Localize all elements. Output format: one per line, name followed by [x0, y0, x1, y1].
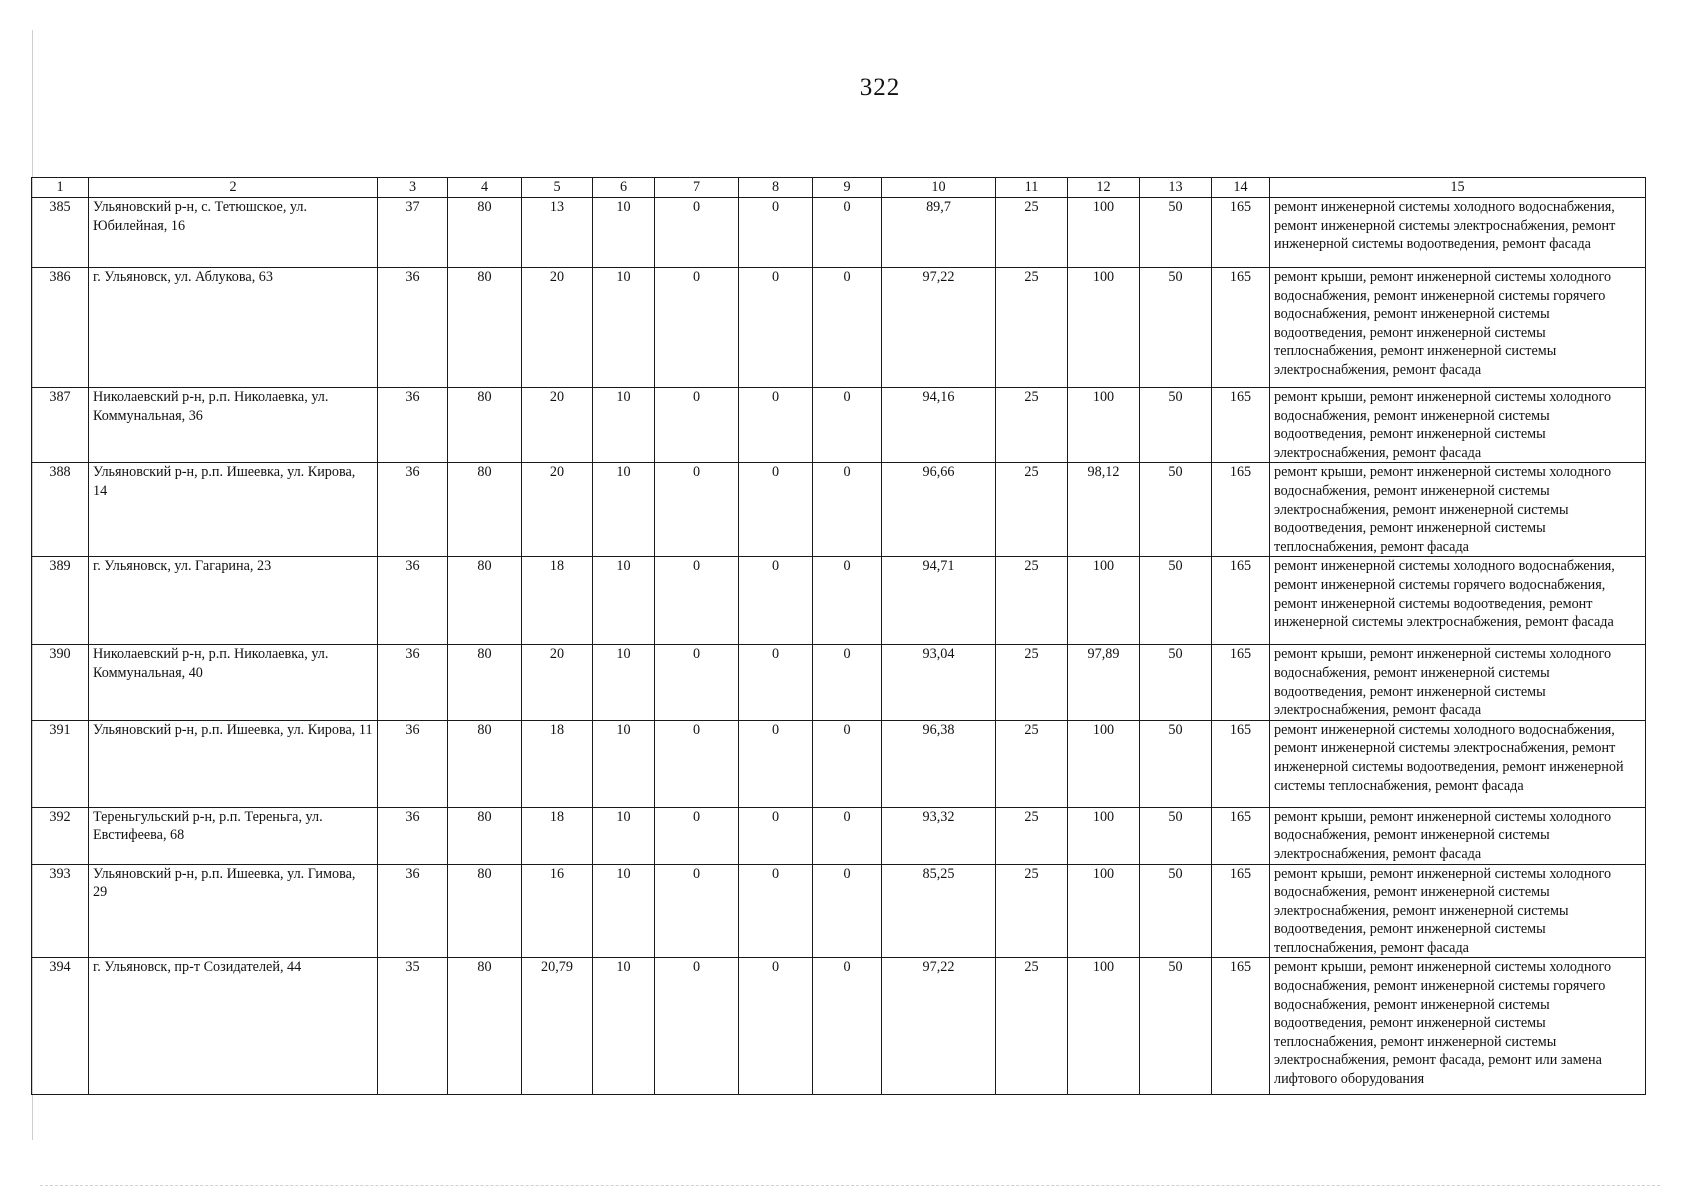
table-row [32, 198, 1646, 268]
cell-col-8: 0 [739, 720, 813, 807]
repair-works-cell: ремонт крыши, ремонт инженерной системы холодного водоснабжения, ремонт инженерной системы электроснабжения, ремонт инженерной системы водоотведения, ремонт инженерной системы теплоснабжения, ремонт фасада [1270, 463, 1646, 557]
cell-col-13: 50 [1140, 720, 1212, 807]
row-number-cell: 386 [32, 268, 89, 388]
cell-col-13: 50 [1140, 198, 1212, 268]
cell-col-11: 25 [996, 720, 1068, 807]
row-number-cell: 385 [32, 198, 89, 268]
cell-col-13: 50 [1140, 958, 1212, 1095]
column-header-15: 15 [1270, 178, 1646, 198]
cell-col-12: 100 [1068, 198, 1140, 268]
cell-col-10: 93,04 [882, 645, 996, 720]
cell-col-13: 50 [1140, 807, 1212, 864]
cell-col-9: 0 [813, 268, 882, 388]
address-cell: Ульяновский р-н, р.п. Ишеевка, ул. Кирова, 11 [89, 720, 378, 807]
repair-works-cell: ремонт крыши, ремонт инженерной системы холодного водоснабжения, ремонт инженерной системы электроснабжения, ремонт инженерной системы водоотведения, ремонт инженерной системы теплоснабжения, ремонт фасада [1270, 864, 1646, 958]
cell-col-13: 50 [1140, 557, 1212, 645]
cell-col-12: 100 [1068, 557, 1140, 645]
header-row [32, 178, 1646, 198]
cell-col-10: 96,38 [882, 720, 996, 807]
repair-works-cell: ремонт крыши, ремонт инженерной системы холодного водоснабжения, ремонт инженерной системы водоотведения, ремонт инженерной системы электроснабжения, ремонт фасада [1270, 388, 1646, 463]
cell-col-10: 96,66 [882, 463, 996, 557]
column-header-12: 12 [1068, 178, 1140, 198]
cell-col-4: 80 [448, 388, 522, 463]
cell-col-14: 165 [1212, 388, 1270, 463]
column-header-11: 11 [996, 178, 1068, 198]
repair-works-cell: ремонт инженерной системы холодного водоснабжения, ремонт инженерной системы электроснабжения, ремонт инженерной системы водоотведения, ремонт фасада [1270, 198, 1646, 268]
cell-col-11: 25 [996, 198, 1068, 268]
table-row [32, 864, 1646, 958]
row-number-cell: 387 [32, 388, 89, 463]
address-cell: Николаевский р-н, р.п. Николаевка, ул. Коммунальная, 36 [89, 388, 378, 463]
row-number-cell: 393 [32, 864, 89, 958]
cell-col-14: 165 [1212, 864, 1270, 958]
repair-works-cell: ремонт инженерной системы холодного водоснабжения, ремонт инженерной системы электроснабжения, ремонт инженерной системы водоотведения, ремонт инженерной системы теплоснабжения, ремонт фасада [1270, 720, 1646, 807]
cell-col-6: 10 [593, 720, 655, 807]
address-cell: Николаевский р-н, р.п. Николаевка, ул. Коммунальная, 40 [89, 645, 378, 720]
cell-col-3: 37 [378, 198, 448, 268]
cell-col-13: 50 [1140, 463, 1212, 557]
cell-col-12: 98,12 [1068, 463, 1140, 557]
cell-col-9: 0 [813, 864, 882, 958]
row-number-cell: 394 [32, 958, 89, 1095]
cell-col-12: 97,89 [1068, 645, 1140, 720]
cell-col-11: 25 [996, 864, 1068, 958]
cell-col-7: 0 [655, 198, 739, 268]
cell-col-9: 0 [813, 958, 882, 1095]
cell-col-5: 13 [522, 198, 593, 268]
cell-col-4: 80 [448, 645, 522, 720]
cell-col-7: 0 [655, 388, 739, 463]
cell-col-7: 0 [655, 864, 739, 958]
cell-col-3: 36 [378, 388, 448, 463]
cell-col-8: 0 [739, 388, 813, 463]
cell-col-6: 10 [593, 268, 655, 388]
row-number-cell: 390 [32, 645, 89, 720]
column-header-5: 5 [522, 178, 593, 198]
cell-col-6: 10 [593, 645, 655, 720]
repair-works-cell: ремонт крыши, ремонт инженерной системы холодного водоснабжения, ремонт инженерной системы водоотведения, ремонт инженерной системы электроснабжения, ремонт фасада [1270, 645, 1646, 720]
scan-bottom-noise [40, 1185, 1660, 1187]
column-header-4: 4 [448, 178, 522, 198]
cell-col-11: 25 [996, 807, 1068, 864]
cell-col-14: 165 [1212, 198, 1270, 268]
cell-col-6: 10 [593, 958, 655, 1095]
column-header-8: 8 [739, 178, 813, 198]
table-row [32, 268, 1646, 388]
cell-col-13: 50 [1140, 388, 1212, 463]
cell-col-3: 36 [378, 268, 448, 388]
cell-col-14: 165 [1212, 463, 1270, 557]
cell-col-5: 20 [522, 388, 593, 463]
cell-col-5: 20 [522, 268, 593, 388]
cell-col-13: 50 [1140, 645, 1212, 720]
cell-col-10: 93,32 [882, 807, 996, 864]
cell-col-5: 20 [522, 645, 593, 720]
column-header-7: 7 [655, 178, 739, 198]
address-cell: г. Ульяновск, ул. Аблукова, 63 [89, 268, 378, 388]
cell-col-3: 36 [378, 864, 448, 958]
cell-col-7: 0 [655, 958, 739, 1095]
cell-col-9: 0 [813, 557, 882, 645]
cell-col-7: 0 [655, 807, 739, 864]
page-number: 322 [859, 74, 901, 101]
cell-col-4: 80 [448, 557, 522, 645]
cell-col-8: 0 [739, 807, 813, 864]
cell-col-3: 36 [378, 645, 448, 720]
repair-registry-table [31, 177, 1646, 1095]
cell-col-4: 80 [448, 463, 522, 557]
cell-col-4: 80 [448, 720, 522, 807]
address-cell: Тереньгульский р-н, р.п. Тереньга, ул. Евстифеева, 68 [89, 807, 378, 864]
cell-col-4: 80 [448, 268, 522, 388]
cell-col-3: 36 [378, 557, 448, 645]
cell-col-9: 0 [813, 388, 882, 463]
table-row [32, 463, 1646, 557]
cell-col-9: 0 [813, 807, 882, 864]
column-header-13: 13 [1140, 178, 1212, 198]
row-number-cell: 389 [32, 557, 89, 645]
cell-col-6: 10 [593, 557, 655, 645]
column-header-6: 6 [593, 178, 655, 198]
cell-col-4: 80 [448, 807, 522, 864]
table-row [32, 645, 1646, 720]
cell-col-12: 100 [1068, 388, 1140, 463]
cell-col-10: 94,16 [882, 388, 996, 463]
cell-col-4: 80 [448, 198, 522, 268]
cell-col-13: 50 [1140, 864, 1212, 958]
cell-col-3: 36 [378, 720, 448, 807]
table-row [32, 807, 1646, 864]
cell-col-11: 25 [996, 958, 1068, 1095]
cell-col-10: 85,25 [882, 864, 996, 958]
repair-works-cell: ремонт крыши, ремонт инженерной системы холодного водоснабжения, ремонт инженерной системы горячего водоснабжения, ремонт инженерной системы водоотведения, ремонт инженерной системы теплоснабжения, ремонт инженерной системы электроснабжения, ремонт фасада, ремонт или замена лифтового оборудования [1270, 958, 1646, 1095]
cell-col-7: 0 [655, 557, 739, 645]
row-number-cell: 392 [32, 807, 89, 864]
cell-col-6: 10 [593, 388, 655, 463]
cell-col-5: 20,79 [522, 958, 593, 1095]
table-row [32, 958, 1646, 1095]
cell-col-10: 94,71 [882, 557, 996, 645]
address-cell: Ульяновский р-н, с. Тетюшское, ул. Юбилейная, 16 [89, 198, 378, 268]
cell-col-9: 0 [813, 720, 882, 807]
cell-col-9: 0 [813, 463, 882, 557]
table-row [32, 720, 1646, 807]
cell-col-5: 18 [522, 807, 593, 864]
cell-col-5: 20 [522, 463, 593, 557]
cell-col-11: 25 [996, 645, 1068, 720]
cell-col-12: 100 [1068, 958, 1140, 1095]
cell-col-10: 97,22 [882, 268, 996, 388]
cell-col-3: 36 [378, 463, 448, 557]
cell-col-8: 0 [739, 958, 813, 1095]
address-cell: г. Ульяновск, пр-т Созидателей, 44 [89, 958, 378, 1095]
table-row [32, 388, 1646, 463]
cell-col-11: 25 [996, 463, 1068, 557]
cell-col-4: 80 [448, 958, 522, 1095]
cell-col-7: 0 [655, 645, 739, 720]
cell-col-11: 25 [996, 388, 1068, 463]
cell-col-14: 165 [1212, 720, 1270, 807]
table-row [32, 557, 1646, 645]
cell-col-12: 100 [1068, 268, 1140, 388]
cell-col-14: 165 [1212, 557, 1270, 645]
repair-works-cell: ремонт крыши, ремонт инженерной системы холодного водоснабжения, ремонт инженерной системы электроснабжения, ремонт фасада [1270, 807, 1646, 864]
cell-col-7: 0 [655, 720, 739, 807]
cell-col-8: 0 [739, 463, 813, 557]
cell-col-5: 18 [522, 557, 593, 645]
cell-col-9: 0 [813, 198, 882, 268]
column-header-10: 10 [882, 178, 996, 198]
address-cell: г. Ульяновск, ул. Гагарина, 23 [89, 557, 378, 645]
cell-col-7: 0 [655, 463, 739, 557]
cell-col-6: 10 [593, 198, 655, 268]
cell-col-3: 36 [378, 807, 448, 864]
column-header-9: 9 [813, 178, 882, 198]
row-number-cell: 388 [32, 463, 89, 557]
cell-col-4: 80 [448, 864, 522, 958]
table-body [32, 198, 1646, 1095]
cell-col-5: 18 [522, 720, 593, 807]
cell-col-12: 100 [1068, 720, 1140, 807]
cell-col-14: 165 [1212, 268, 1270, 388]
column-header-3: 3 [378, 178, 448, 198]
cell-col-7: 0 [655, 268, 739, 388]
cell-col-8: 0 [739, 198, 813, 268]
column-header-2: 2 [89, 178, 378, 198]
cell-col-10: 89,7 [882, 198, 996, 268]
cell-col-9: 0 [813, 645, 882, 720]
repair-works-cell: ремонт крыши, ремонт инженерной системы холодного водоснабжения, ремонт инженерной системы горячего водоснабжения, ремонт инженерной системы водоотведения, ремонт инженерной системы теплоснабжения, ремонт инженерной системы электроснабжения, ремонт фасада [1270, 268, 1646, 388]
cell-col-11: 25 [996, 557, 1068, 645]
cell-col-8: 0 [739, 557, 813, 645]
column-header-1: 1 [32, 178, 89, 198]
row-number-cell: 391 [32, 720, 89, 807]
cell-col-10: 97,22 [882, 958, 996, 1095]
cell-col-14: 165 [1212, 958, 1270, 1095]
column-header-14: 14 [1212, 178, 1270, 198]
cell-col-8: 0 [739, 268, 813, 388]
cell-col-6: 10 [593, 463, 655, 557]
cell-col-11: 25 [996, 268, 1068, 388]
cell-col-6: 10 [593, 807, 655, 864]
cell-col-14: 165 [1212, 807, 1270, 864]
address-cell: Ульяновский р-н, р.п. Ишеевка, ул. Гимова, 29 [89, 864, 378, 958]
cell-col-12: 100 [1068, 864, 1140, 958]
repair-works-cell: ремонт инженерной системы холодного водоснабжения, ремонт инженерной системы горячего водоснабжения, ремонт инженерной системы водоотведения, ремонт инженерной системы электроснабжения, ремонт фасада [1270, 557, 1646, 645]
cell-col-8: 0 [739, 864, 813, 958]
cell-col-6: 10 [593, 864, 655, 958]
cell-col-12: 100 [1068, 807, 1140, 864]
cell-col-3: 35 [378, 958, 448, 1095]
cell-col-13: 50 [1140, 268, 1212, 388]
cell-col-14: 165 [1212, 645, 1270, 720]
cell-col-8: 0 [739, 645, 813, 720]
cell-col-5: 16 [522, 864, 593, 958]
address-cell: Ульяновский р-н, р.п. Ишеевка, ул. Кирова, 14 [89, 463, 378, 557]
